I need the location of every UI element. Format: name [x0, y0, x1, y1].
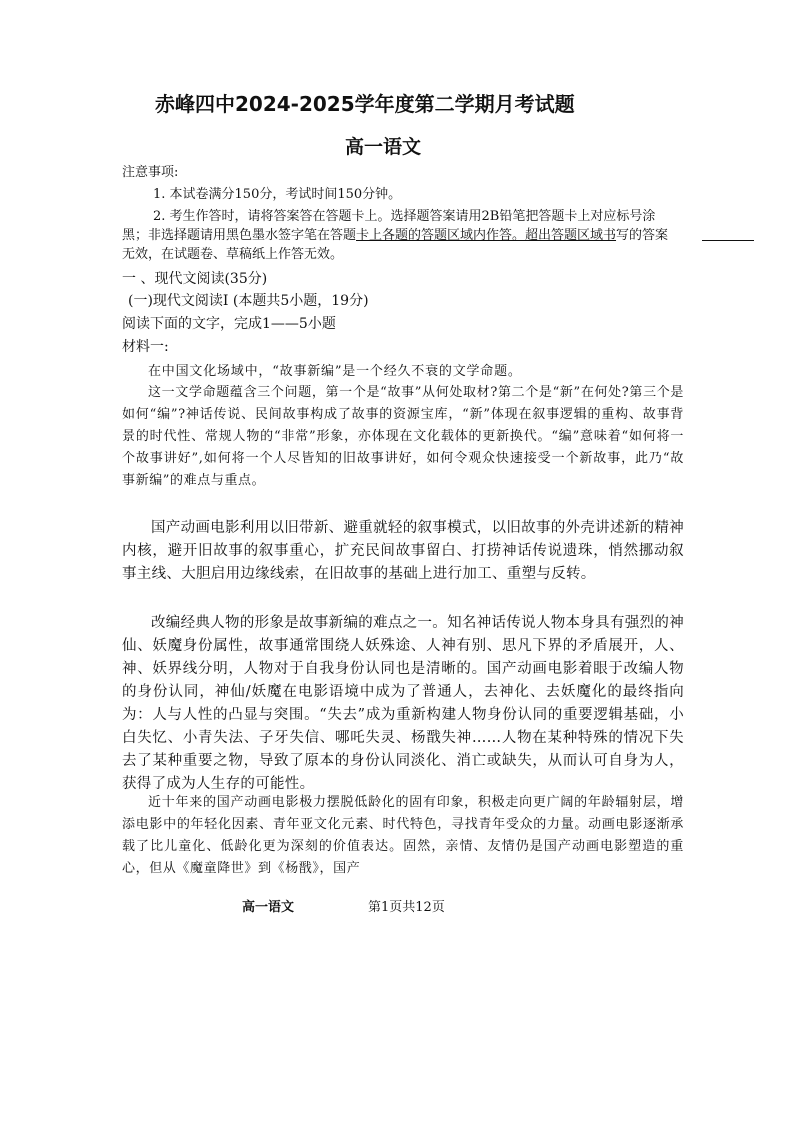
notice-text-segment: 写的答案 [616, 228, 669, 243]
notice-item-2-line-2 [122, 227, 668, 245]
footer-subject: 高一语文 [242, 900, 295, 915]
paragraph-text: 改编经典人物的形象是故事新编的难点之一。知名神话传说人物本身具有强烈的神仙、妖魔身份属性，故事通常围绕人妖殊途、人神有别、思凡下界的矛盾展开，人、神、妖界线分明，人物对于自我身份认同也是清晰的。国产动画电影着眼于改编人物的身份认同，神仙/妖魔在电影语境中成为了普通人，去神化、去妖魔化的最终指向为：人与人性的凸显与突围。“失去”成为重新构建人物身份认同的重要逻辑基础，小白失忆、小青失法、子牙失信、哪吒失灵、杨戬失神……人物在某种特殊的情况下失去了某种重要之物，导致了原本的身份认同淡化、消亡或缺失，从而认可自身为人，获得了成为人生存的可能性。 [122, 615, 684, 792]
material-label: 材料一: [122, 339, 169, 355]
section-heading: 一 、现代文阅读(35分) [122, 271, 268, 287]
paragraph-text: 这一文学命题蕴含三个问题，第一个是“故事”从何处取材?第二个是“新”在何处?第三个是如何“编”?神话传说、民间故事构成了故事的资源宝库，“新”体现在叙事逻辑的重构、故事背景的时代性、常规人物的“非常”形象，亦体现在文化载体的更新换代。“编”意味着“如何将一个故事讲好”,如何将一个人尽皆知的旧故事讲好，如何令观众快速接受一个新故事，此乃“故事新编”的难点与重点。 [122, 385, 684, 488]
paragraph [122, 382, 684, 492]
notice-item-1: 1. 本试卷满分150分，考试时间150分钟。 [153, 187, 402, 202]
paragraph-text: 在中国文化场域中，“故事新编”是一个经久不衰的文学命题。 [148, 364, 522, 379]
answer-blank-line [702, 240, 754, 241]
notice-item-2-line-3: 无效，在试题卷、草稿纸上作答无效。 [122, 247, 344, 262]
notice-underlined-segment: 卡上各题的答题区域内作答。超出答题区域书 [356, 228, 617, 243]
footer-page-number: 第1页共12页 [368, 900, 445, 915]
subsection-heading: (一)现代文阅读Ⅰ (本题共5小题，19分) [128, 293, 369, 309]
paragraph-text: 国产动画电影利用以旧带新、避重就轻的叙事模式，以旧故事的外壳讲述新的精神内核，避开旧故事的叙事重心，扩充民间故事留白、打捞神话传说遗珠，悄然挪动叙事主线、大胆启用边缘线索，在旧故事的基础上进行加工、重塑与反转。 [122, 520, 684, 582]
reading-instruction: 阅读下面的文字，完成1——5小题 [122, 316, 336, 332]
paragraph [122, 361, 684, 382]
page-subtitle: 高一语文 [345, 136, 422, 158]
notice-heading: 注意事项: [122, 165, 179, 180]
paragraph-text: 近十年来的国产动画电影极力摆脱低龄化的固有印象，积极走向更广阔的年龄辐射层，增添电影中的年轻化因素、青年亚文化元素、时代特色，寻找青年受众的力量。动画电影逐渐承载了比儿童化、低龄化更为深刻的价值表达。固然，亲情、友情仍是国产动画电影塑造的重心，但从《魔童降世》到《杨戬》，国产 [122, 795, 684, 876]
paragraph [122, 792, 684, 880]
notice-item-2-line-1: 2. 考生作答时，请将答案答在答题卡上。选择题答案请用2B铅笔把答题卡上对应标号涂 [153, 209, 656, 224]
notice-text-segment: 黑；非选择题请用黑色墨水签字笔在答题 [122, 228, 357, 243]
paragraph [122, 517, 684, 586]
page-title: 赤峰四中2024-2025学年度第二学期月考试题 [155, 92, 575, 116]
paragraph [122, 612, 684, 796]
